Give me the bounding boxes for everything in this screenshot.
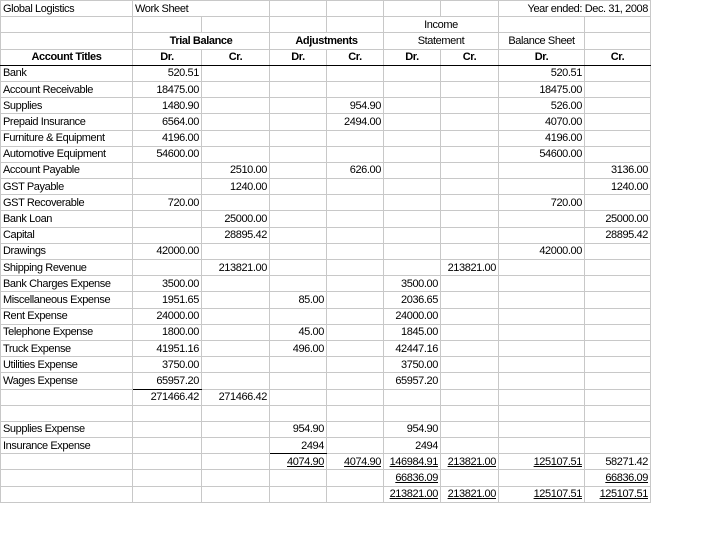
cell-is-dr[interactable] <box>384 243 441 259</box>
cell-is-cr[interactable] <box>441 243 499 259</box>
cell-bs-cr[interactable] <box>585 114 651 130</box>
cell-tb-dr[interactable] <box>133 211 202 227</box>
income-row <box>1 17 651 33</box>
cell-tb-cr[interactable] <box>202 276 270 292</box>
cell-is-dr[interactable] <box>384 227 441 243</box>
table-row <box>1 227 651 243</box>
cell-is-cr[interactable] <box>441 292 499 308</box>
cell-bs-dr[interactable]: 720.00 <box>499 195 585 211</box>
cell-adj-dr[interactable] <box>270 81 327 97</box>
cell-tb-cr[interactable] <box>202 438 270 454</box>
cell-tb-cr[interactable] <box>202 308 270 324</box>
cell-tb-cr[interactable]: 2510.00 <box>202 162 270 178</box>
cell-adj-dr[interactable]: 496.00 <box>270 340 327 356</box>
cell-is-cr[interactable] <box>441 389 499 405</box>
cell-is-cr[interactable] <box>441 162 499 178</box>
account-title[interactable]: Bank Loan <box>1 211 133 227</box>
cell-tb-dr[interactable] <box>133 179 202 195</box>
cell-bs-cr[interactable]: 28895.42 <box>585 227 651 243</box>
account-title[interactable]: Telephone Expense <box>1 324 133 340</box>
cell-is-cr[interactable] <box>441 211 499 227</box>
cell-tb-cr[interactable]: 213821.00 <box>202 260 270 276</box>
table-row <box>1 389 651 405</box>
cell-adj-cr[interactable]: 954.90 <box>327 98 384 114</box>
tb-cr-header[interactable]: Cr. <box>202 49 270 65</box>
cell-is-dr[interactable]: 2494 <box>384 438 441 454</box>
cell-bs-cr[interactable] <box>585 195 651 211</box>
table-row <box>1 454 651 470</box>
cell-tb-cr[interactable]: 25000.00 <box>202 211 270 227</box>
cell-bs-cr[interactable] <box>585 292 651 308</box>
table-row <box>1 324 651 340</box>
cell-bs-dr[interactable] <box>499 308 585 324</box>
cell-tb-dr[interactable]: 1951.65 <box>133 292 202 308</box>
table-row <box>1 146 651 162</box>
account-title[interactable]: Miscellaneous Expense <box>1 292 133 308</box>
cell-bs-cr[interactable]: 58271.42 <box>585 454 651 470</box>
cell-tb-dr[interactable] <box>133 470 202 486</box>
bs-cr-header[interactable]: Cr. <box>585 49 651 65</box>
cell-adj-dr[interactable]: 954.90 <box>270 421 327 437</box>
account-title[interactable]: Truck Expense <box>1 340 133 356</box>
cell-tb-dr[interactable]: 271466.42 <box>133 389 202 405</box>
cell-bs-dr[interactable] <box>499 227 585 243</box>
cell-tb-cr[interactable] <box>202 114 270 130</box>
cell-adj-cr[interactable] <box>327 486 384 502</box>
cell-is-dr[interactable] <box>384 81 441 97</box>
cell-is-cr[interactable] <box>441 114 499 130</box>
cell-adj-cr[interactable] <box>327 243 384 259</box>
cell-adj-cr[interactable]: 626.00 <box>327 162 384 178</box>
cell-adj-cr[interactable] <box>327 276 384 292</box>
account-title[interactable]: Account Receivable <box>1 81 133 97</box>
cell-bs-cr[interactable] <box>585 357 651 373</box>
table-row <box>1 340 651 356</box>
cell-adj-dr[interactable] <box>270 470 327 486</box>
cell-bs-cr[interactable]: 1240.00 <box>585 179 651 195</box>
cell-tb-dr[interactable] <box>133 454 202 470</box>
cell-adj-dr[interactable] <box>270 227 327 243</box>
cell-adj-dr[interactable] <box>270 308 327 324</box>
account-title[interactable]: Supplies Expense <box>1 421 133 437</box>
cell-tb-dr[interactable]: 4196.00 <box>133 130 202 146</box>
cell-is-cr[interactable] <box>441 81 499 97</box>
cell-adj-dr[interactable] <box>270 357 327 373</box>
cell-is-dr[interactable]: 3500.00 <box>384 276 441 292</box>
cell-tb-dr[interactable]: 41951.16 <box>133 340 202 356</box>
cell-tb-cr[interactable] <box>202 81 270 97</box>
table-row <box>1 357 651 373</box>
cell-bs-dr[interactable]: 4196.00 <box>499 130 585 146</box>
account-title[interactable]: GST Payable <box>1 179 133 195</box>
cell-tb-dr[interactable] <box>133 405 202 421</box>
cell-adj-cr[interactable] <box>327 421 384 437</box>
cell-is-dr[interactable]: 24000.00 <box>384 308 441 324</box>
cell-tb-dr[interactable]: 3750.00 <box>133 357 202 373</box>
cell-tb-cr[interactable] <box>202 195 270 211</box>
cell-is-cr[interactable] <box>441 179 499 195</box>
cell-adj-cr[interactable] <box>327 389 384 405</box>
cell-bs-dr[interactable]: 54600.00 <box>499 146 585 162</box>
balance-sheet-header[interactable]: Balance Sheet <box>499 33 585 49</box>
is-cr-header[interactable]: Cr. <box>441 49 499 65</box>
cell-is-cr[interactable] <box>441 195 499 211</box>
cell-adj-dr[interactable] <box>270 98 327 114</box>
table-row <box>1 98 651 114</box>
account-title[interactable]: Bank <box>1 65 133 81</box>
cell-is-cr[interactable] <box>441 470 499 486</box>
cell-bs-dr[interactable]: 4070.00 <box>499 114 585 130</box>
cell-bs-dr[interactable] <box>499 260 585 276</box>
cell-bs-cr[interactable] <box>585 421 651 437</box>
cell-bs-cr[interactable] <box>585 373 651 389</box>
cell-tb-cr[interactable] <box>202 486 270 502</box>
table-row <box>1 308 651 324</box>
table-row <box>1 373 651 389</box>
cell-bs-dr[interactable] <box>499 292 585 308</box>
table-row <box>1 179 651 195</box>
cell-bs-cr[interactable] <box>585 438 651 454</box>
cell-tb-cr[interactable] <box>202 146 270 162</box>
cell-adj-dr[interactable] <box>270 114 327 130</box>
cell-bs-cr[interactable] <box>585 130 651 146</box>
account-title[interactable]: Insurance Expense <box>1 438 133 454</box>
cell-bs-cr[interactable]: 3136.00 <box>585 162 651 178</box>
cell-adj-cr[interactable] <box>327 357 384 373</box>
cell-is-dr[interactable]: 65957.20 <box>384 373 441 389</box>
cell-is-cr[interactable] <box>441 227 499 243</box>
cell-adj-cr[interactable] <box>327 324 384 340</box>
cell-adj-dr[interactable]: 85.00 <box>270 292 327 308</box>
cell-adj-dr[interactable] <box>270 179 327 195</box>
cell-bs-cr[interactable] <box>585 405 651 421</box>
income-statement-header[interactable]: Statement <box>384 33 499 49</box>
cell-is-cr[interactable] <box>441 130 499 146</box>
cell-adj-dr[interactable] <box>270 486 327 502</box>
cell-is-cr[interactable] <box>441 373 499 389</box>
account-title[interactable]: Furniture & Equipment <box>1 130 133 146</box>
table-row <box>1 81 651 97</box>
account-title[interactable]: Utilities Expense <box>1 357 133 373</box>
cell-bs-dr[interactable]: 520.51 <box>499 65 585 81</box>
cell-bs-dr[interactable]: 125107.51 <box>499 454 585 470</box>
cell-is-dr[interactable]: 2036.65 <box>384 292 441 308</box>
cell-tb-cr[interactable] <box>202 65 270 81</box>
cell-bs-cr[interactable] <box>585 308 651 324</box>
cell-adj-cr[interactable] <box>327 227 384 243</box>
cell-adj-dr[interactable] <box>270 373 327 389</box>
table-row <box>1 438 651 454</box>
is-dr-header[interactable]: Dr. <box>384 49 441 65</box>
cell-bs-cr[interactable] <box>585 146 651 162</box>
title-row <box>1 1 651 17</box>
cell-adj-dr[interactable] <box>270 65 327 81</box>
account-title[interactable]: Supplies <box>1 98 133 114</box>
cell-is-dr[interactable]: 1845.00 <box>384 324 441 340</box>
table-row <box>1 162 651 178</box>
cell-bs-dr[interactable] <box>499 324 585 340</box>
cell-bs-cr[interactable] <box>585 81 651 97</box>
cell-adj-cr[interactable] <box>327 81 384 97</box>
cell-bs-dr[interactable] <box>499 162 585 178</box>
account-title[interactable] <box>1 470 133 486</box>
cell-adj-dr[interactable] <box>270 211 327 227</box>
account-title[interactable]: Bank Charges Expense <box>1 276 133 292</box>
group-header-row <box>1 33 651 49</box>
cell-tb-cr[interactable]: 28895.42 <box>202 227 270 243</box>
cell-bs-cr[interactable]: 125107.51 <box>585 486 651 502</box>
cell-bs-dr[interactable] <box>499 438 585 454</box>
cell-tb-dr[interactable]: 3500.00 <box>133 276 202 292</box>
cell-is-dr[interactable] <box>384 98 441 114</box>
cell-is-dr[interactable] <box>384 405 441 421</box>
cell-bs-cr[interactable]: 66836.09 <box>585 470 651 486</box>
cell-tb-dr[interactable]: 18475.00 <box>133 81 202 97</box>
cell-adj-dr[interactable] <box>270 146 327 162</box>
account-title[interactable] <box>1 486 133 502</box>
column-header-row <box>1 49 651 65</box>
cell-tb-dr[interactable]: 1480.90 <box>133 98 202 114</box>
cell-adj-cr[interactable] <box>327 292 384 308</box>
cell-tb-dr[interactable] <box>133 421 202 437</box>
cell-is-cr[interactable] <box>441 324 499 340</box>
trial-balance-header[interactable]: Trial Balance <box>133 33 270 49</box>
cell-is-cr[interactable] <box>441 405 499 421</box>
cell-is-dr[interactable]: 42447.16 <box>384 340 441 356</box>
cell-adj-dr[interactable] <box>270 276 327 292</box>
cell-tb-cr[interactable] <box>202 357 270 373</box>
account-titles-header[interactable]: Account Titles <box>1 49 133 65</box>
cell-tb-dr[interactable]: 24000.00 <box>133 308 202 324</box>
table-row <box>1 195 651 211</box>
cell-is-dr[interactable] <box>384 130 441 146</box>
cell-bs-dr[interactable] <box>499 405 585 421</box>
adj-cr-header[interactable]: Cr. <box>327 49 384 65</box>
cell-bs-dr[interactable] <box>499 340 585 356</box>
cell-is-dr[interactable] <box>384 146 441 162</box>
cell-bs-cr[interactable] <box>585 260 651 276</box>
cell-adj-cr[interactable] <box>327 179 384 195</box>
cell-bs-dr[interactable]: 125107.51 <box>499 486 585 502</box>
cell-adj-dr[interactable]: 4074.90 <box>270 454 327 470</box>
cell-tb-cr[interactable]: 271466.42 <box>202 389 270 405</box>
cell-is-dr[interactable] <box>384 195 441 211</box>
table-row <box>1 130 651 146</box>
cell-adj-cr[interactable]: 4074.90 <box>327 454 384 470</box>
cell-is-dr[interactable] <box>384 389 441 405</box>
cell-is-dr[interactable] <box>384 114 441 130</box>
cell-is-dr[interactable] <box>384 211 441 227</box>
cell-is-cr[interactable] <box>441 146 499 162</box>
cell-is-dr[interactable]: 146984.91 <box>384 454 441 470</box>
cell-tb-cr[interactable] <box>202 373 270 389</box>
cell-bs-cr[interactable] <box>585 65 651 81</box>
cell-is-cr[interactable] <box>441 98 499 114</box>
cell-is-dr[interactable] <box>384 179 441 195</box>
cell-tb-dr[interactable]: 720.00 <box>133 195 202 211</box>
account-title[interactable]: Shipping Revenue <box>1 260 133 276</box>
cell-is-cr[interactable] <box>441 340 499 356</box>
account-title[interactable] <box>1 454 133 470</box>
cell-tb-dr[interactable] <box>133 162 202 178</box>
cell-bs-dr[interactable]: 526.00 <box>499 98 585 114</box>
cell-adj-cr[interactable] <box>327 308 384 324</box>
account-title[interactable]: GST Recoverable <box>1 195 133 211</box>
cell-adj-cr[interactable]: 2494.00 <box>327 114 384 130</box>
cell-bs-cr[interactable] <box>585 389 651 405</box>
cell-adj-cr[interactable] <box>327 340 384 356</box>
account-title[interactable]: Capital <box>1 227 133 243</box>
cell-adj-dr[interactable] <box>270 162 327 178</box>
cell-tb-cr[interactable] <box>202 405 270 421</box>
cell-tb-dr[interactable]: 54600.00 <box>133 146 202 162</box>
table-row <box>1 243 651 259</box>
cell-bs-cr[interactable] <box>585 340 651 356</box>
cell-tb-cr[interactable] <box>202 324 270 340</box>
cell-is-cr[interactable] <box>441 357 499 373</box>
cell-tb-cr[interactable] <box>202 340 270 356</box>
cell-tb-cr[interactable] <box>202 98 270 114</box>
cell-is-dr[interactable] <box>384 65 441 81</box>
cell-tb-dr[interactable]: 520.51 <box>133 65 202 81</box>
cell-is-cr[interactable] <box>441 65 499 81</box>
cell-bs-cr[interactable] <box>585 243 651 259</box>
cell-bs-cr[interactable]: 25000.00 <box>585 211 651 227</box>
table-row <box>1 276 651 292</box>
account-title[interactable]: Prepaid Insurance <box>1 114 133 130</box>
cell-is-dr[interactable]: 66836.09 <box>384 470 441 486</box>
cell-tb-dr[interactable]: 65957.20 <box>133 373 202 389</box>
cell-bs-dr[interactable] <box>499 357 585 373</box>
cell-adj-dr[interactable]: 45.00 <box>270 324 327 340</box>
cell-bs-dr[interactable] <box>499 389 585 405</box>
cell-tb-dr[interactable]: 1800.00 <box>133 324 202 340</box>
account-title[interactable] <box>1 405 133 421</box>
cell-tb-dr[interactable]: 6564.00 <box>133 114 202 130</box>
cell-is-cr[interactable]: 213821.00 <box>441 454 499 470</box>
cell-bs-dr[interactable] <box>499 421 585 437</box>
cell-adj-dr[interactable]: 2494 <box>270 438 327 454</box>
table-row <box>1 211 651 227</box>
cell-bs-dr[interactable] <box>499 211 585 227</box>
cell-is-cr[interactable] <box>441 276 499 292</box>
cell-is-dr[interactable] <box>384 162 441 178</box>
cell-is-cr[interactable] <box>441 421 499 437</box>
cell-is-dr[interactable]: 3750.00 <box>384 357 441 373</box>
adjustments-header[interactable]: Adjustments <box>270 33 384 49</box>
cell-adj-dr[interactable] <box>270 195 327 211</box>
cell-adj-cr[interactable] <box>327 65 384 81</box>
account-title[interactable]: Automotive Equipment <box>1 146 133 162</box>
tb-dr-header[interactable]: Dr. <box>133 49 202 65</box>
cell-adj-cr[interactable] <box>327 405 384 421</box>
cell-adj-cr[interactable] <box>327 373 384 389</box>
cell-is-cr[interactable] <box>441 438 499 454</box>
bs-dr-header[interactable]: Dr. <box>499 49 585 65</box>
cell-tb-cr[interactable] <box>202 454 270 470</box>
cell-tb-dr[interactable] <box>133 260 202 276</box>
cell-is-cr[interactable]: 213821.00 <box>441 260 499 276</box>
cell-is-cr[interactable] <box>441 308 499 324</box>
cell-tb-dr[interactable] <box>133 486 202 502</box>
table-row <box>1 65 651 81</box>
cell-is-dr[interactable]: 954.90 <box>384 421 441 437</box>
table-row <box>1 405 651 421</box>
year-ended[interactable]: Year ended: Dec. 31, 2008 <box>499 1 651 17</box>
cell-bs-dr[interactable]: 42000.00 <box>499 243 585 259</box>
account-title[interactable]: Wages Expense <box>1 373 133 389</box>
adj-dr-header[interactable]: Dr. <box>270 49 327 65</box>
table-row <box>1 470 651 486</box>
table-row <box>1 114 651 130</box>
cell-bs-dr[interactable] <box>499 276 585 292</box>
company-name[interactable]: Global Logistics <box>1 1 133 17</box>
cell-bs-dr[interactable] <box>499 373 585 389</box>
account-title[interactable]: Account Payable <box>1 162 133 178</box>
cell-tb-cr[interactable] <box>202 130 270 146</box>
cell-bs-cr[interactable] <box>585 324 651 340</box>
cell-bs-dr[interactable] <box>499 179 585 195</box>
cell-adj-dr[interactable] <box>270 389 327 405</box>
table-row <box>1 260 651 276</box>
cell-bs-cr[interactable] <box>585 276 651 292</box>
cell-is-cr[interactable]: 213821.00 <box>441 486 499 502</box>
sheet-title[interactable]: Work Sheet <box>133 1 270 17</box>
cell-tb-dr[interactable]: 42000.00 <box>133 243 202 259</box>
income-label[interactable]: Income <box>384 17 499 33</box>
account-title[interactable]: Drawings <box>1 243 133 259</box>
cell-tb-cr[interactable]: 1240.00 <box>202 179 270 195</box>
cell-tb-cr[interactable] <box>202 292 270 308</box>
cell-bs-cr[interactable] <box>585 98 651 114</box>
cell-adj-dr[interactable] <box>270 130 327 146</box>
table-row <box>1 486 651 502</box>
table-row <box>1 292 651 308</box>
cell-is-dr[interactable] <box>384 260 441 276</box>
account-title[interactable]: Rent Expense <box>1 308 133 324</box>
cell-is-dr[interactable]: 213821.00 <box>384 486 441 502</box>
table-row <box>1 421 651 437</box>
cell-adj-cr[interactable] <box>327 470 384 486</box>
cell-adj-cr[interactable] <box>327 438 384 454</box>
cell-bs-dr[interactable]: 18475.00 <box>499 81 585 97</box>
cell-adj-cr[interactable] <box>327 260 384 276</box>
cell-tb-dr[interactable] <box>133 438 202 454</box>
cell-adj-cr[interactable] <box>327 211 384 227</box>
cell-adj-dr[interactable] <box>270 260 327 276</box>
cell-adj-cr[interactable] <box>327 195 384 211</box>
cell-adj-cr[interactable] <box>327 130 384 146</box>
cell-tb-cr[interactable] <box>202 243 270 259</box>
cell-adj-dr[interactable] <box>270 405 327 421</box>
cell-bs-dr[interactable] <box>499 470 585 486</box>
cell-tb-cr[interactable] <box>202 421 270 437</box>
cell-adj-cr[interactable] <box>327 146 384 162</box>
cell-tb-dr[interactable] <box>133 227 202 243</box>
cell-adj-dr[interactable] <box>270 243 327 259</box>
account-title[interactable] <box>1 389 133 405</box>
cell-tb-cr[interactable] <box>202 470 270 486</box>
